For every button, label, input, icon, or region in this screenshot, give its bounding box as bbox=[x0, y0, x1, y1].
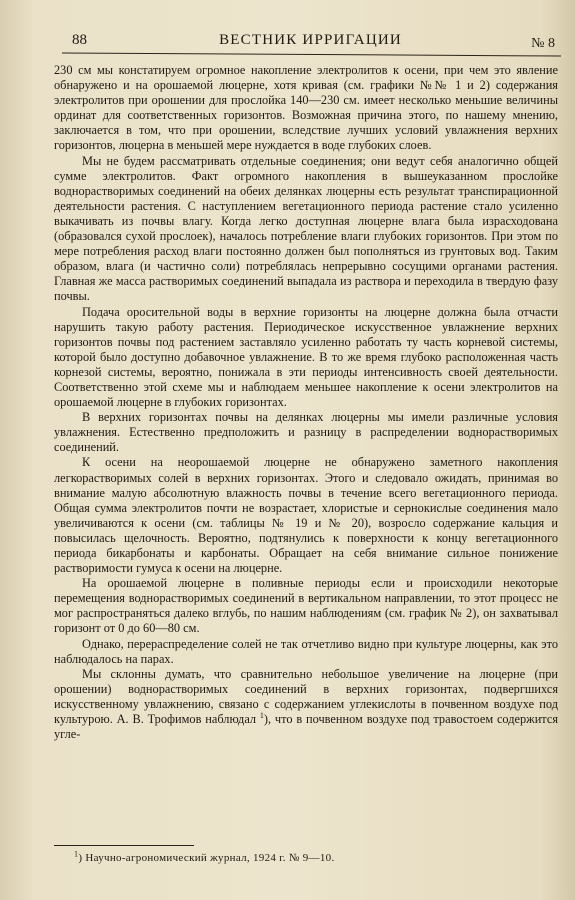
footnote-rule bbox=[54, 845, 194, 846]
paragraph-text-continued: ), что в почвенном воздухе под травостоем содержится угле- bbox=[54, 712, 559, 742]
paragraph-text: Мы склонны думать, что сравнительно небольшое увеличение на люцерне (при орошении) воднорастворимых соединений в верхних горизонтах, подвергшихся искусственному увлажнению, связано с содержанием углекислоты в почвенном воздухе под культурою. А. В. Трофимов наблюдал bbox=[54, 666, 558, 727]
body-text bbox=[54, 63, 558, 742]
paragraph bbox=[54, 667, 558, 742]
footnote-marker: 1 bbox=[74, 849, 79, 859]
footnote-text: Научно-агрономический журнал, 1924 г. № 9—10. bbox=[85, 852, 335, 864]
paragraph: На орошаемой люцерне в поливные периоды если и происходили некоторые перемещения воднорастворимых соединений в вертикальном направлении, то этот процесс не мог распространяться далеко вглубь, по нашим наблюдениям (см. график № 2), он захватывал горизонт от 0 до 60—80 см. bbox=[54, 576, 558, 636]
journal-title: ВЕСТНИК ИРРИГАЦИИ bbox=[219, 32, 402, 48]
paragraph: К осени на неорошаемой люцерне не обнаружено заметного накопления легкорастворимых солей в верхних горизонтах. Этого и следовало ожидать, принимая во внимание малую абсолютную влажность почвы в течение всего вегетационного периода. Общая сумма электролитов почти не возрастает, хлористые и сернокислые соединения мало увеличиваются к осени (см. таблицы № 19 и № 20), возросло содержание кальция и повысилась щелочность. Вероятно, подтянулись к поверхности к концу вегетационного периода бикарбонаты и карбонаты. Обращает на себя внимание сильное понижение растворимости гумуса к осени на люцерне. bbox=[54, 455, 558, 576]
footnote-reference: 1 bbox=[259, 710, 264, 720]
paragraph: Однако, перераспределение солей не так отчетливо видно при культуре люцерны, как это наблюдалось на парах. bbox=[54, 636, 558, 666]
page-number: 88 bbox=[72, 32, 87, 48]
footnote: $^1$) Научно-агрономический журнал, 1924 г. № 9—10. bbox=[74, 849, 335, 864]
paragraph: Подача оросительной воды в верхние горизонты на люцерне должна была отчасти нарушить такую работу растения. Периодическое искусственное увлажнение верхних горизонтов почвы под растением заставляло усиленно работать ту часть корневой системы, которой было доступно добавочное увлажнение. В то же время глубоко расположенная часть корнезой системы, вероятно, понижала в эти периоды интенсивность своей деятельности. Соответственно этой схеме мы и наблюдаем меньшее накопление к осени электролитов на орошаемой люцерне в глубоких горизонтах. bbox=[54, 304, 558, 410]
paragraph: 230 см мы констатируем огромное накопление электролитов к осени, при чем это явление обнаружено и на орошаемой люцерне, хотя кривая (см. графики №№ 1 и 2) содержания электролитов при орошении для прослойка 140—230 см. имеет несколько меньшие величины ординат для соответственных горизонтов. Возможная причина этого, по нашему мнению, заключается в том, что при орошении, вследствие лучших условий увлажнения верхних горизонтов, люцерна в меньшей мере нуждается в воде глубоких слоев. bbox=[54, 63, 558, 153]
paragraph: Мы не будем рассматривать отдельные соединения; они ведут себя аналогично общей сумме электролитов. Факт огромного накопления в вышеуказанном прослойке воднорастворимых соединений на обеих делянках люцерны есть результат транспирационной деятельности растения. С наступлением вегетационного периода растение стало усиленно выкачивать из почвы влагу. Когда легко доступная люцерне влага была израсходована (образовался сухой прослоек), началось потребление влаги глубоких горизонтов. При этом по мере потребления расход влаги постоянно должен был пополняться из грунтовых вод. Таким образом, влага (и частично соли) потреблялась непрерывно сосущими органами растения. Главная же масса растворимых соединений выпадала из раствора и переходила в твердую фазу почвы. bbox=[54, 153, 558, 304]
paragraph: В верхних горизонтах почвы на делянках люцерны мы имели различные условия увлажнения. Естественно предположить и разницу в распределении воднорастворимых соединений. bbox=[54, 410, 558, 455]
issue-number: № 8 bbox=[531, 36, 555, 51]
